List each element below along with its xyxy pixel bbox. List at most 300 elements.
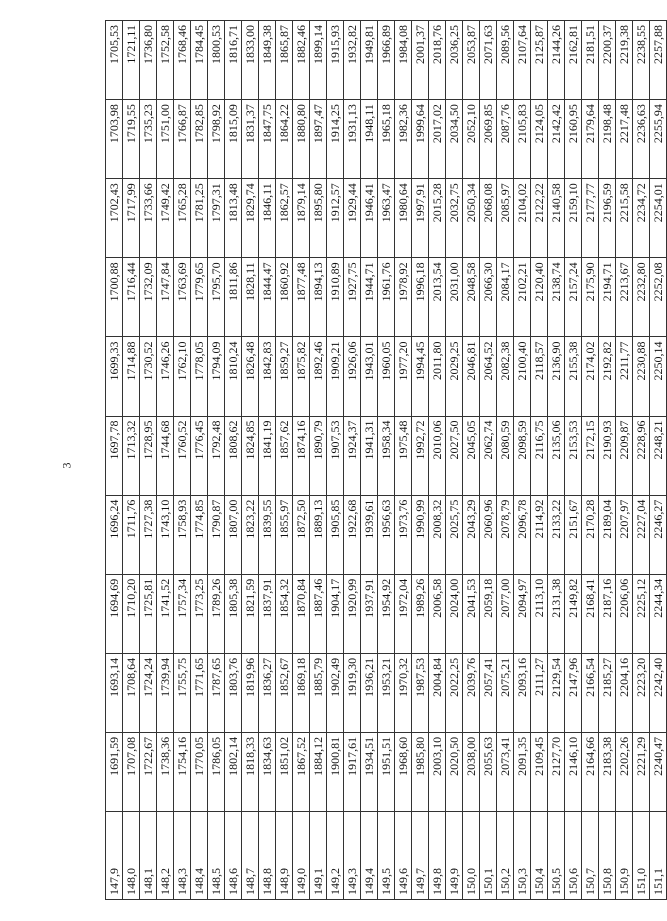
value-cell: 1837,91 xyxy=(259,574,276,653)
value-cell: 1926,06 xyxy=(344,337,361,416)
value-cell: 1879,14 xyxy=(293,179,310,258)
value-cell: 2043,29 xyxy=(463,495,480,574)
value-cell: 2142,42 xyxy=(548,100,565,179)
value-cell: 2027,50 xyxy=(446,416,463,495)
value-cell: 1786,05 xyxy=(208,732,225,811)
value-cell: 2140,58 xyxy=(548,179,565,258)
value-cell: 2206,06 xyxy=(616,574,633,653)
row-key-cell: 149,5 xyxy=(378,812,395,900)
value-cell: 2041,53 xyxy=(463,574,480,653)
table-row xyxy=(242,21,259,900)
value-cell: 1710,20 xyxy=(123,574,140,653)
value-cell: 1999,64 xyxy=(412,100,429,179)
value-cell: 2138,74 xyxy=(548,258,565,337)
value-cell: 1915,93 xyxy=(327,21,344,100)
table-body xyxy=(106,21,667,900)
value-cell: 1894,13 xyxy=(310,258,327,337)
table-row xyxy=(582,21,599,900)
value-cell: 1847,75 xyxy=(259,100,276,179)
value-cell: 1889,13 xyxy=(310,495,327,574)
value-cell: 1826,48 xyxy=(242,337,259,416)
value-cell: 1728,95 xyxy=(140,416,157,495)
table-row xyxy=(208,21,225,900)
value-cell: 1895,80 xyxy=(310,179,327,258)
value-cell: 2125,87 xyxy=(531,21,548,100)
value-cell: 2022,25 xyxy=(446,653,463,732)
value-cell: 1909,21 xyxy=(327,337,344,416)
value-cell: 2147,96 xyxy=(565,653,582,732)
value-cell: 2172,15 xyxy=(582,416,599,495)
value-cell: 1800,53 xyxy=(208,21,225,100)
value-cell: 2189,04 xyxy=(599,495,616,574)
value-cell: 1946,41 xyxy=(361,179,378,258)
value-cell: 1973,76 xyxy=(395,495,412,574)
value-cell: 2181,51 xyxy=(582,21,599,100)
value-cell: 2244,34 xyxy=(650,574,667,653)
rotated-table-container xyxy=(105,20,665,900)
value-cell: 1900,81 xyxy=(327,732,344,811)
value-cell: 2060,96 xyxy=(480,495,497,574)
value-cell: 2102,21 xyxy=(514,258,531,337)
row-key-cell: 147,9 xyxy=(106,812,123,900)
value-cell: 1956,63 xyxy=(378,495,395,574)
value-cell: 1948,11 xyxy=(361,100,378,179)
value-cell: 1865,87 xyxy=(276,21,293,100)
row-key-cell: 150,1 xyxy=(480,812,497,900)
value-cell: 1854,32 xyxy=(276,574,293,653)
value-cell: 1765,28 xyxy=(174,179,191,258)
value-cell: 1714,88 xyxy=(123,337,140,416)
value-cell: 1932,82 xyxy=(344,21,361,100)
value-cell: 2187,16 xyxy=(599,574,616,653)
value-cell: 1862,57 xyxy=(276,179,293,258)
value-cell: 1834,63 xyxy=(259,732,276,811)
value-cell: 1972,04 xyxy=(395,574,412,653)
value-cell: 1982,36 xyxy=(395,100,412,179)
value-cell: 2177,77 xyxy=(582,179,599,258)
value-cell: 1867,52 xyxy=(293,732,310,811)
value-cell: 1994,45 xyxy=(412,337,429,416)
row-key-cell: 150,4 xyxy=(531,812,548,900)
row-key-cell: 150,5 xyxy=(548,812,565,900)
value-cell: 2215,58 xyxy=(616,179,633,258)
value-cell: 2107,64 xyxy=(514,21,531,100)
value-cell: 2024,00 xyxy=(446,574,463,653)
value-cell: 2055,63 xyxy=(480,732,497,811)
value-cell: 1705,53 xyxy=(106,21,123,100)
table-row xyxy=(140,21,157,900)
value-cell: 1738,36 xyxy=(157,732,174,811)
value-cell: 1841,19 xyxy=(259,416,276,495)
value-cell: 1917,61 xyxy=(344,732,361,811)
row-key-cell: 149,8 xyxy=(429,812,446,900)
value-cell: 1927,75 xyxy=(344,258,361,337)
row-key-cell: 148,7 xyxy=(242,812,259,900)
value-cell: 1803,76 xyxy=(225,653,242,732)
value-cell: 1924,37 xyxy=(344,416,361,495)
value-cell: 1700,88 xyxy=(106,258,123,337)
value-cell: 2254,01 xyxy=(650,179,667,258)
value-cell: 1836,27 xyxy=(259,653,276,732)
value-cell: 1978,92 xyxy=(395,258,412,337)
value-cell: 1773,25 xyxy=(191,574,208,653)
row-key-cell: 148,1 xyxy=(140,812,157,900)
value-cell: 2202,26 xyxy=(616,732,633,811)
value-cell: 2118,57 xyxy=(531,337,548,416)
value-cell: 1749,42 xyxy=(157,179,174,258)
value-cell: 2098,59 xyxy=(514,416,531,495)
value-cell: 1874,16 xyxy=(293,416,310,495)
row-key-cell: 149,2 xyxy=(327,812,344,900)
value-cell: 2225,12 xyxy=(633,574,650,653)
value-cell: 1795,70 xyxy=(208,258,225,337)
value-cell: 1860,92 xyxy=(276,258,293,337)
value-cell: 2073,41 xyxy=(497,732,514,811)
value-cell: 1944,71 xyxy=(361,258,378,337)
value-cell: 2133,22 xyxy=(548,495,565,574)
row-key-cell: 150,0 xyxy=(463,812,480,900)
table-row xyxy=(548,21,565,900)
value-cell: 1966,89 xyxy=(378,21,395,100)
value-cell: 1949,81 xyxy=(361,21,378,100)
value-cell: 1934,51 xyxy=(361,732,378,811)
value-cell: 2211,77 xyxy=(616,337,633,416)
table-row xyxy=(259,21,276,900)
value-cell: 1864,22 xyxy=(276,100,293,179)
value-cell: 2077,00 xyxy=(497,574,514,653)
table-row xyxy=(480,21,497,900)
table-row xyxy=(327,21,344,900)
table-row xyxy=(361,21,378,900)
value-cell: 1802,14 xyxy=(225,732,242,811)
value-cell: 1852,67 xyxy=(276,653,293,732)
value-cell: 1721,11 xyxy=(123,21,140,100)
value-cell: 1808,62 xyxy=(225,416,242,495)
value-cell: 1943,01 xyxy=(361,337,378,416)
row-key-cell: 148,2 xyxy=(157,812,174,900)
value-cell: 2011,80 xyxy=(429,337,446,416)
value-cell: 2032,75 xyxy=(446,179,463,258)
value-cell: 1914,25 xyxy=(327,100,344,179)
table-row xyxy=(599,21,616,900)
value-cell: 1722,67 xyxy=(140,732,157,811)
value-cell: 2010,06 xyxy=(429,416,446,495)
value-cell: 2013,54 xyxy=(429,258,446,337)
value-cell: 2228,96 xyxy=(633,416,650,495)
value-cell: 2020,50 xyxy=(446,732,463,811)
value-cell: 1746,26 xyxy=(157,337,174,416)
value-cell: 1953,21 xyxy=(378,653,395,732)
value-cell: 1693,14 xyxy=(106,653,123,732)
value-cell: 1890,79 xyxy=(310,416,327,495)
value-cell: 2248,21 xyxy=(650,416,667,495)
value-cell: 2068,08 xyxy=(480,179,497,258)
value-cell: 2155,38 xyxy=(565,337,582,416)
value-cell: 2242,40 xyxy=(650,653,667,732)
value-cell: 1747,84 xyxy=(157,258,174,337)
value-cell: 1790,87 xyxy=(208,495,225,574)
value-cell: 1846,11 xyxy=(259,179,276,258)
value-cell: 1975,48 xyxy=(395,416,412,495)
page-number: 3 xyxy=(59,462,74,469)
row-key-cell: 149,4 xyxy=(361,812,378,900)
row-key-cell: 149,7 xyxy=(412,812,429,900)
table-row xyxy=(344,21,361,900)
value-cell: 1821,59 xyxy=(242,574,259,653)
value-cell: 2192,82 xyxy=(599,337,616,416)
value-cell: 1751,00 xyxy=(157,100,174,179)
value-cell: 2198,48 xyxy=(599,100,616,179)
value-cell: 1744,68 xyxy=(157,416,174,495)
row-key-cell: 149,0 xyxy=(293,812,310,900)
value-cell: 1839,55 xyxy=(259,495,276,574)
value-cell: 2179,64 xyxy=(582,100,599,179)
value-cell: 1758,93 xyxy=(174,495,191,574)
value-cell: 1784,45 xyxy=(191,21,208,100)
value-cell: 2232,80 xyxy=(633,258,650,337)
value-cell: 1977,20 xyxy=(395,337,412,416)
value-cell: 2153,53 xyxy=(565,416,582,495)
value-cell: 1892,46 xyxy=(310,337,327,416)
value-cell: 1697,78 xyxy=(106,416,123,495)
value-cell: 2069,85 xyxy=(480,100,497,179)
value-cell: 1736,80 xyxy=(140,21,157,100)
table-row xyxy=(276,21,293,900)
value-cell: 2207,97 xyxy=(616,495,633,574)
value-cell: 1996,18 xyxy=(412,258,429,337)
value-cell: 1781,25 xyxy=(191,179,208,258)
value-cell: 1844,47 xyxy=(259,258,276,337)
value-cell: 1985,80 xyxy=(412,732,429,811)
value-cell: 2122,22 xyxy=(531,179,548,258)
table-row xyxy=(157,21,174,900)
row-key-cell: 149,6 xyxy=(395,812,412,900)
value-cell: 1719,55 xyxy=(123,100,140,179)
value-cell: 2174,02 xyxy=(582,337,599,416)
value-cell: 2105,83 xyxy=(514,100,531,179)
value-cell: 1831,37 xyxy=(242,100,259,179)
value-cell: 2127,70 xyxy=(548,732,565,811)
value-cell: 2100,40 xyxy=(514,337,531,416)
value-cell: 1922,68 xyxy=(344,495,361,574)
value-cell: 2015,28 xyxy=(429,179,446,258)
value-cell: 2084,17 xyxy=(497,258,514,337)
value-cell: 1743,10 xyxy=(157,495,174,574)
value-cell: 2160,95 xyxy=(565,100,582,179)
value-cell: 1713,32 xyxy=(123,416,140,495)
value-cell: 2025,75 xyxy=(446,495,463,574)
value-cell: 2036,25 xyxy=(446,21,463,100)
value-cell: 2071,63 xyxy=(480,21,497,100)
row-key-cell: 150,3 xyxy=(514,812,531,900)
value-cell: 2029,25 xyxy=(446,337,463,416)
value-cell: 2066,30 xyxy=(480,258,497,337)
value-cell: 1778,05 xyxy=(191,337,208,416)
value-cell: 1954,92 xyxy=(378,574,395,653)
value-cell: 2131,38 xyxy=(548,574,565,653)
value-cell: 1939,61 xyxy=(361,495,378,574)
row-key-cell: 151,1 xyxy=(650,812,667,900)
value-cell: 2124,05 xyxy=(531,100,548,179)
value-cell: 1829,74 xyxy=(242,179,259,258)
value-cell: 2057,41 xyxy=(480,653,497,732)
value-cell: 1691,59 xyxy=(106,732,123,811)
value-cell: 2219,38 xyxy=(616,21,633,100)
value-cell: 1823,22 xyxy=(242,495,259,574)
value-cell: 1872,50 xyxy=(293,495,310,574)
value-cell: 2221,29 xyxy=(633,732,650,811)
value-cell: 1941,31 xyxy=(361,416,378,495)
table-row xyxy=(446,21,463,900)
value-cell: 1702,43 xyxy=(106,179,123,258)
value-cell: 2129,54 xyxy=(548,653,565,732)
value-cell: 2204,16 xyxy=(616,653,633,732)
value-cell: 1779,65 xyxy=(191,258,208,337)
value-cell: 2116,75 xyxy=(531,416,548,495)
value-cell: 2064,52 xyxy=(480,337,497,416)
value-cell: 1774,85 xyxy=(191,495,208,574)
value-cell: 2087,76 xyxy=(497,100,514,179)
value-cell: 1824,85 xyxy=(242,416,259,495)
row-key-cell: 148,4 xyxy=(191,812,208,900)
row-key-cell: 149,9 xyxy=(446,812,463,900)
value-cell: 1810,24 xyxy=(225,337,242,416)
value-cell: 1980,64 xyxy=(395,179,412,258)
row-key-cell: 148,5 xyxy=(208,812,225,900)
value-cell: 2017,02 xyxy=(429,100,446,179)
value-cell: 1730,52 xyxy=(140,337,157,416)
value-cell: 1727,38 xyxy=(140,495,157,574)
value-cell: 2194,71 xyxy=(599,258,616,337)
value-cell: 2144,26 xyxy=(548,21,565,100)
value-cell: 2236,63 xyxy=(633,100,650,179)
value-cell: 2114,92 xyxy=(531,495,548,574)
table-row xyxy=(429,21,446,900)
value-cell: 1703,98 xyxy=(106,100,123,179)
value-cell: 1828,11 xyxy=(242,258,259,337)
row-key-cell: 148,6 xyxy=(225,812,242,900)
value-cell: 2109,45 xyxy=(531,732,548,811)
value-cell: 2091,35 xyxy=(514,732,531,811)
value-cell: 2175,90 xyxy=(582,258,599,337)
value-cell: 2257,88 xyxy=(650,21,667,100)
value-cell: 1694,69 xyxy=(106,574,123,653)
value-cell: 1987,53 xyxy=(412,653,429,732)
value-cell: 1904,17 xyxy=(327,574,344,653)
value-cell: 1887,46 xyxy=(310,574,327,653)
value-cell: 1869,18 xyxy=(293,653,310,732)
value-cell: 2168,41 xyxy=(582,574,599,653)
row-key-cell: 149,3 xyxy=(344,812,361,900)
value-cell: 2052,10 xyxy=(463,100,480,179)
value-cell: 2162,81 xyxy=(565,21,582,100)
value-cell: 2111,27 xyxy=(531,653,548,732)
value-cell: 2223,20 xyxy=(633,653,650,732)
value-cell: 1907,53 xyxy=(327,416,344,495)
value-cell: 2170,28 xyxy=(582,495,599,574)
value-cell: 1842,83 xyxy=(259,337,276,416)
table-row xyxy=(106,21,123,900)
value-cell: 1716,44 xyxy=(123,258,140,337)
value-cell: 1725,81 xyxy=(140,574,157,653)
value-cell: 1897,47 xyxy=(310,100,327,179)
value-cell: 2059,18 xyxy=(480,574,497,653)
table-row xyxy=(412,21,429,900)
value-cell: 1735,23 xyxy=(140,100,157,179)
row-key-cell: 151,0 xyxy=(633,812,650,900)
row-key-cell: 148,9 xyxy=(276,812,293,900)
value-cell: 1992,72 xyxy=(412,416,429,495)
value-cell: 1884,12 xyxy=(310,732,327,811)
table-row xyxy=(310,21,327,900)
table-row xyxy=(395,21,412,900)
value-cell: 1880,80 xyxy=(293,100,310,179)
value-cell: 2053,87 xyxy=(463,21,480,100)
row-key-cell: 150,6 xyxy=(565,812,582,900)
value-cell: 2082,38 xyxy=(497,337,514,416)
value-cell: 2120,40 xyxy=(531,258,548,337)
value-cell: 1696,24 xyxy=(106,495,123,574)
value-cell: 1960,05 xyxy=(378,337,395,416)
value-cell: 2217,48 xyxy=(616,100,633,179)
value-cell: 2135,06 xyxy=(548,416,565,495)
value-cell: 1989,26 xyxy=(412,574,429,653)
row-key-cell: 150,8 xyxy=(599,812,616,900)
table-row xyxy=(633,21,650,900)
value-cell: 1787,65 xyxy=(208,653,225,732)
value-cell: 1970,32 xyxy=(395,653,412,732)
table-row xyxy=(514,21,531,900)
value-cell: 1929,44 xyxy=(344,179,361,258)
value-cell: 1732,09 xyxy=(140,258,157,337)
row-key-cell: 148,8 xyxy=(259,812,276,900)
row-key-cell: 150,2 xyxy=(497,812,514,900)
value-cell: 1963,47 xyxy=(378,179,395,258)
table-row xyxy=(531,21,548,900)
table-row xyxy=(497,21,514,900)
value-cell: 1768,46 xyxy=(174,21,191,100)
value-cell: 2136,90 xyxy=(548,337,565,416)
value-cell: 2227,04 xyxy=(633,495,650,574)
value-cell: 1910,89 xyxy=(327,258,344,337)
value-cell: 2001,37 xyxy=(412,21,429,100)
value-cell: 1794,09 xyxy=(208,337,225,416)
value-cell: 2159,10 xyxy=(565,179,582,258)
value-cell: 1760,52 xyxy=(174,416,191,495)
value-cell: 2004,84 xyxy=(429,653,446,732)
value-cell: 1708,64 xyxy=(123,653,140,732)
value-cell: 2046,81 xyxy=(463,337,480,416)
value-cell: 1961,76 xyxy=(378,258,395,337)
value-cell: 1984,08 xyxy=(395,21,412,100)
value-cell: 1770,05 xyxy=(191,732,208,811)
value-cell: 2062,74 xyxy=(480,416,497,495)
value-cell: 1849,38 xyxy=(259,21,276,100)
value-cell: 2238,55 xyxy=(633,21,650,100)
value-cell: 1711,76 xyxy=(123,495,140,574)
value-cell: 1833,00 xyxy=(242,21,259,100)
value-cell: 2080,59 xyxy=(497,416,514,495)
value-cell: 1763,69 xyxy=(174,258,191,337)
value-cell: 2196,59 xyxy=(599,179,616,258)
value-cell: 1936,21 xyxy=(361,653,378,732)
value-cell: 1813,48 xyxy=(225,179,242,258)
value-cell: 2078,79 xyxy=(497,495,514,574)
value-cell: 2094,97 xyxy=(514,574,531,653)
value-cell: 2113,10 xyxy=(531,574,548,653)
value-cell: 2038,00 xyxy=(463,732,480,811)
value-cell: 2050,34 xyxy=(463,179,480,258)
